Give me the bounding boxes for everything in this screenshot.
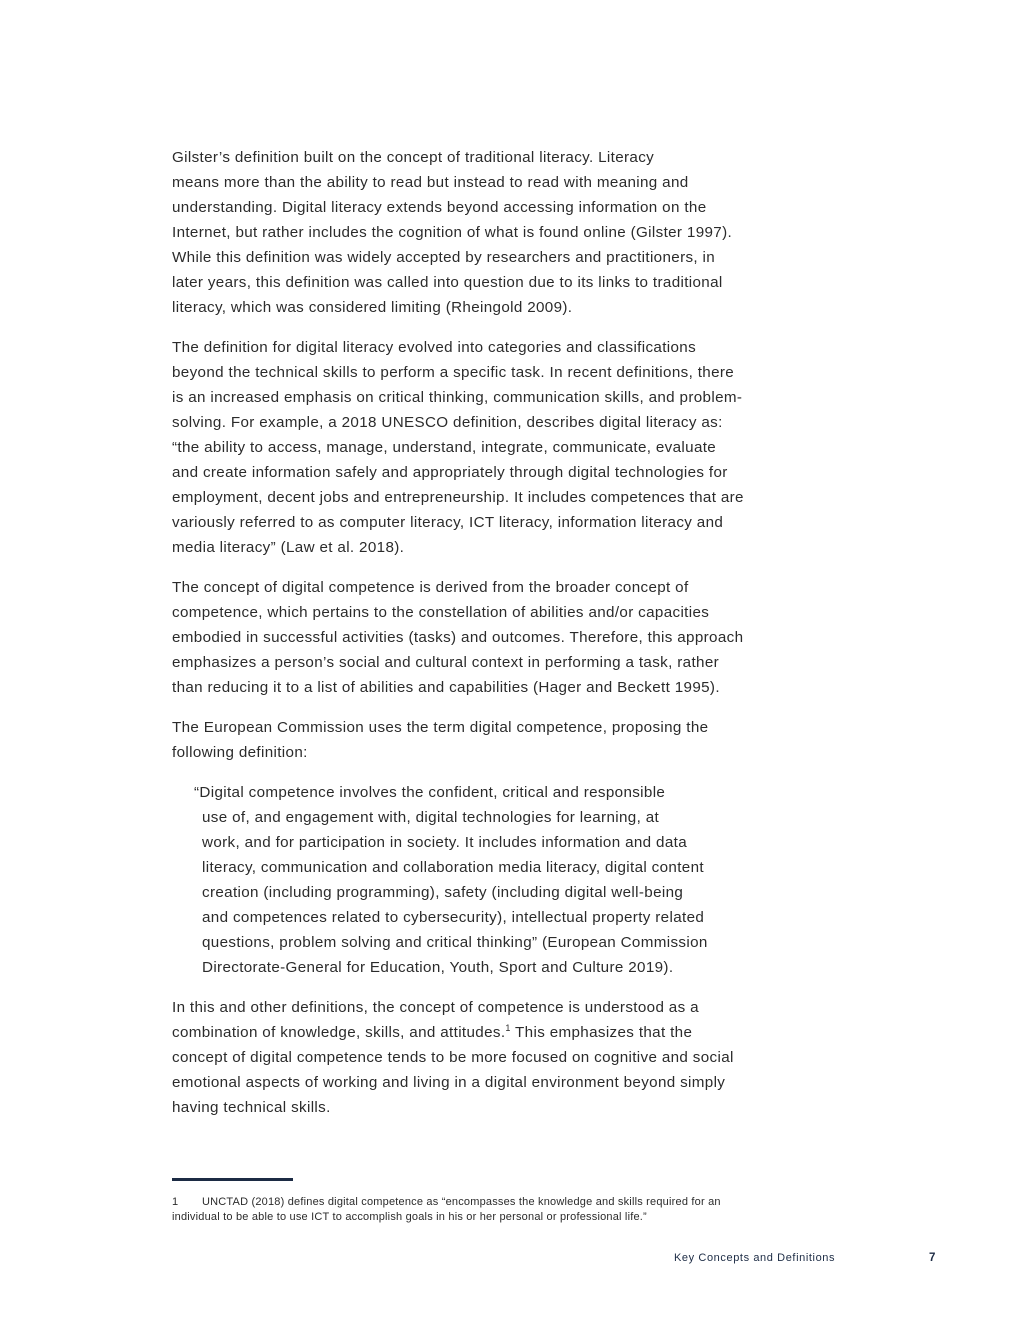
quote-line: Directorate-General for Education, Youth, Sport and Culture 2019). — [202, 959, 674, 976]
text-line: embodied in successful activities (tasks) and outcomes. Therefore, this approach — [172, 629, 744, 646]
paragraph-digital-competence — [172, 575, 862, 700]
text-line — [172, 1020, 862, 1045]
text-line: than reducing it to a list of abilities and capabilities (Hager and Beckett 1995). — [172, 679, 720, 696]
text-line: and create information safely and appropriately through digital technologies for — [172, 464, 728, 481]
text-line: understanding. Digital literacy extends beyond accessing information on the — [172, 199, 707, 216]
text-line: variously referred to as computer literacy, ICT literacy, information literacy and — [172, 514, 724, 531]
footnote — [172, 1195, 832, 1225]
text-line: The European Commission uses the term digital competence, proposing the — [172, 719, 709, 736]
main-text — [172, 145, 862, 1135]
text-line: means more than the ability to read but instead to read with meaning and — [172, 174, 689, 191]
footnote-reference[interactable]: 1 — [505, 1022, 511, 1033]
paragraph-closing — [172, 995, 862, 1120]
text-line: competence, which pertains to the constellation of abilities and/or capacities — [172, 604, 710, 621]
footnote-text: UNCTAD (2018) defines digital competence as “encompasses the knowledge and skills required for an — [202, 1196, 721, 1208]
quote-line: creation (including programming), safety (including digital well-being — [202, 884, 684, 901]
running-footer-title: Key Concepts and Definitions — [674, 1252, 836, 1264]
footnote-divider — [172, 1178, 293, 1181]
paragraph-gilster — [172, 145, 862, 320]
text-line: employment, decent jobs and entrepreneurship. It includes competences that are — [172, 489, 744, 506]
text-line: Internet, but rather includes the cognition of what is found online (Gilster 1997). — [172, 224, 733, 241]
text-line: media literacy” (Law et al. 2018). — [172, 539, 405, 556]
text-line: Gilster’s definition built on the concept of traditional literacy. Literacy — [172, 149, 655, 166]
quote-line: use of, and engagement with, digital technologies for learning, at — [202, 809, 660, 826]
text-line: “the ability to access, manage, understand, integrate, communicate, evaluate — [172, 439, 717, 456]
text-line: later years, this definition was called into question due to its links to traditional — [172, 274, 723, 291]
quote-line: literacy, communication and collaboration media literacy, digital content — [202, 859, 704, 876]
text-line: is an increased emphasis on critical thinking, communication skills, and problem- — [172, 389, 743, 406]
text-fragment: combination of knowledge, skills, and attitudes. — [172, 1024, 506, 1041]
paragraph-european-commission — [172, 715, 862, 765]
text-fragment: This emphasizes that the — [510, 1024, 693, 1041]
block-quote — [194, 780, 862, 980]
text-line: solving. For example, a 2018 UNESCO definition, describes digital literacy as: — [172, 414, 723, 431]
quote-line: work, and for participation in society. It includes information and data — [202, 834, 688, 851]
text-line: beyond the technical skills to perform a specific task. In recent definitions, there — [172, 364, 735, 381]
text-line: The definition for digital literacy evolved into categories and classifications — [172, 339, 697, 356]
text-line: In this and other definitions, the concept of competence is understood as a — [172, 999, 699, 1016]
paragraph-digital-literacy — [172, 335, 862, 560]
text-line: having technical skills. — [172, 1099, 331, 1116]
quote-line: questions, problem solving and critical thinking” (European Commission — [202, 934, 708, 951]
text-line: emotional aspects of working and living in a digital environment beyond simply — [172, 1074, 726, 1091]
text-line: literacy, which was considered limiting (Rheingold 2009). — [172, 299, 573, 316]
quote-line: “Digital competence involves the confident, critical and responsible — [194, 784, 666, 801]
footnote-line: individual to be able to use ICT to accomplish goals in his or her personal or professional life.” — [172, 1211, 647, 1223]
text-line: While this definition was widely accepted by researchers and practitioners, in — [172, 249, 716, 266]
text-line: concept of digital competence tends to be more focused on cognitive and social — [172, 1049, 734, 1066]
quote-line: and competences related to cybersecurity), intellectual property related — [202, 909, 705, 926]
footnote-number: 1 — [172, 1196, 179, 1208]
text-line: emphasizes a person’s social and cultural context in performing a task, rather — [172, 654, 720, 671]
page-number: 7 — [929, 1252, 936, 1264]
text-line: The concept of digital competence is derived from the broader concept of — [172, 579, 689, 596]
footnote-line — [172, 1195, 832, 1210]
text-line: following definition: — [172, 744, 308, 761]
